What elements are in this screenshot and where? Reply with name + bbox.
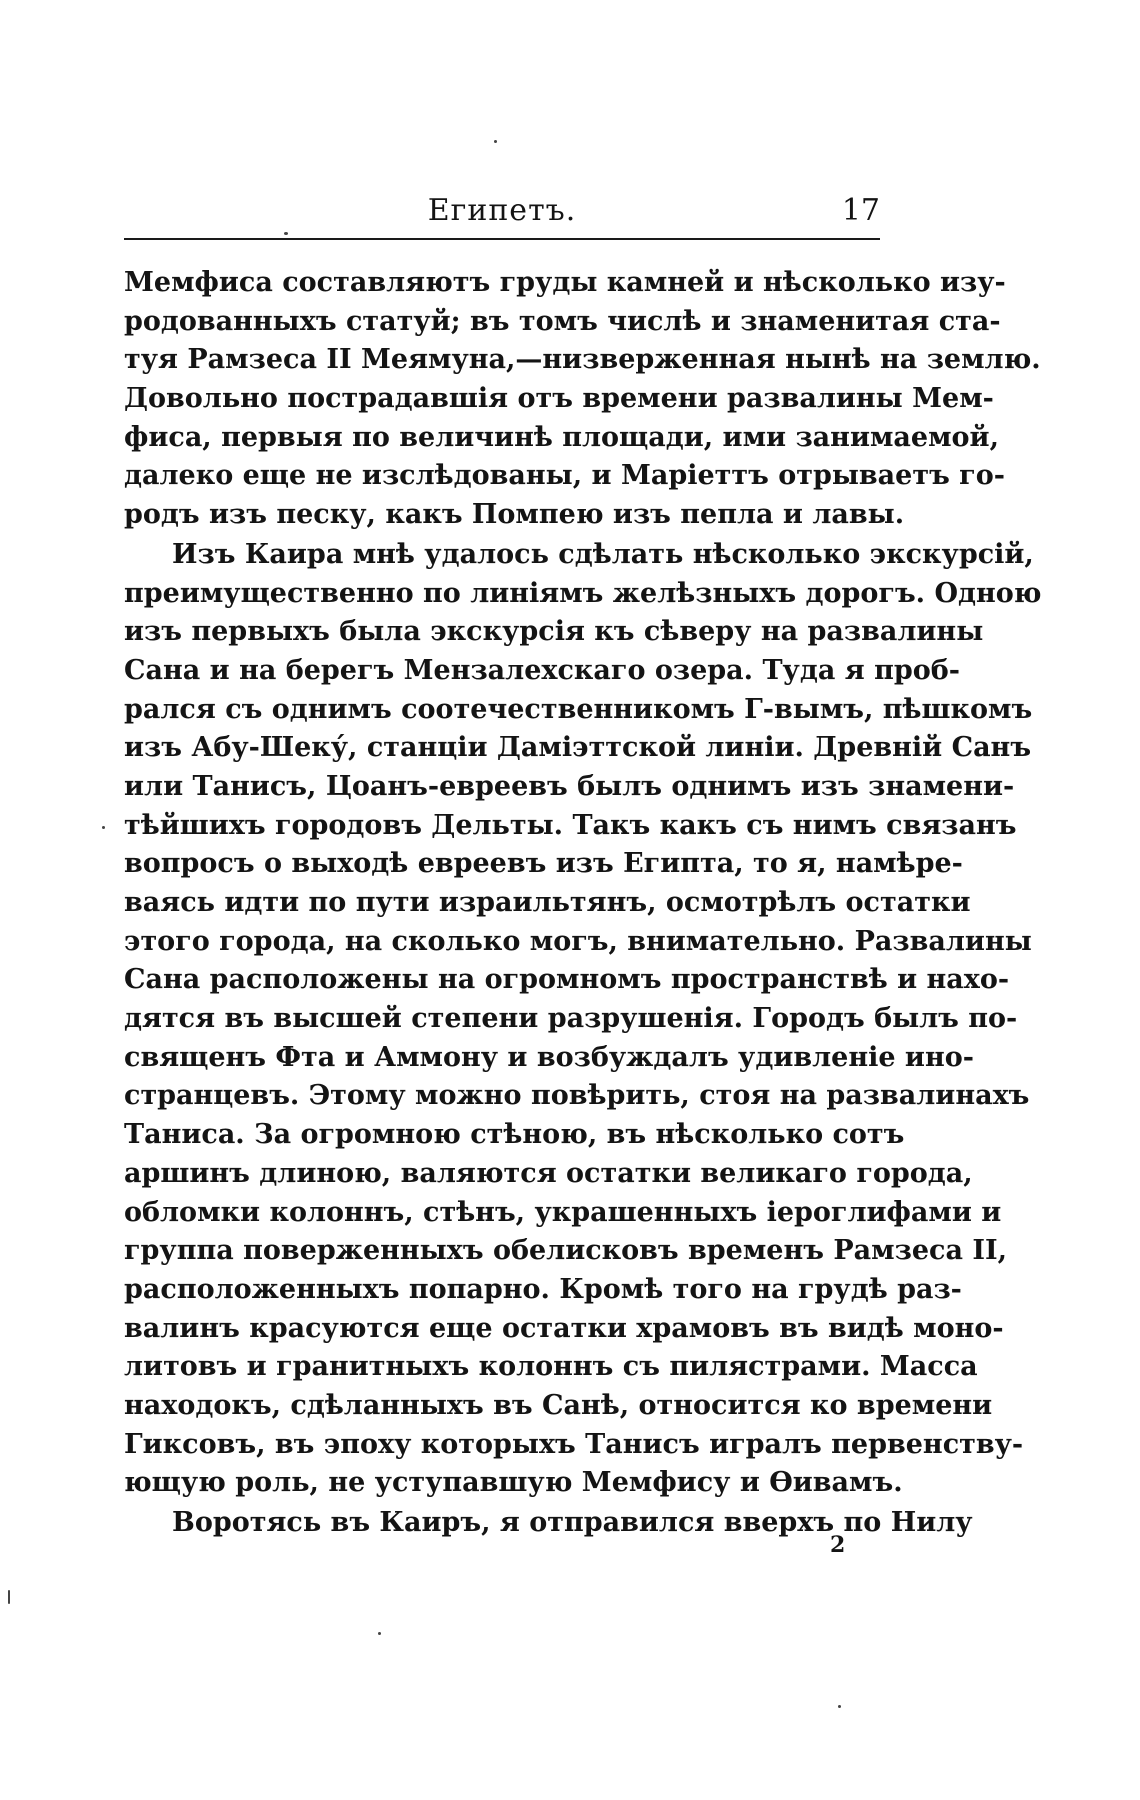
print-speck [8,1590,10,1604]
text-line: Сана расположены на огромномъ пространствѣ и нахо- [124,964,1010,996]
header-rule [124,238,880,240]
text-line: Гиксовъ, въ эпоху которыхъ Танисъ игралъ первенству- [124,1428,1024,1460]
signature-mark: 2 [830,1532,846,1558]
page-number: 17 [841,193,880,228]
running-head [124,186,880,236]
print-speck [494,140,497,143]
running-title: Египетъ. [427,193,577,228]
paragraph [124,536,1042,1503]
print-speck [284,232,288,235]
text-line: фиса, первыя по величинѣ площади, ими занимаемой, [124,421,999,453]
text-line: ющую роль, не уступавшую Мемфису и Ѳивамъ. [124,1467,903,1499]
text-line: валинъ красуются еще остатки храмовъ въ видѣ моно- [124,1312,1004,1344]
text-line: изъ первыхъ была экскурсія къ сѣверу на развалины [124,616,984,648]
text-line: далеко еще не изслѣдованы, и Маріеттъ отрываетъ го- [124,460,1005,492]
text-line: туя Рамзеса II Меямуна,—низверженная нынѣ на землю. [124,344,1041,376]
text-line: литовъ и гранитныхъ колоннъ съ пилястрами. Масса [124,1351,978,1383]
text-line: Мемфиса составляютъ груды камней и нѣсколько изу- [124,267,1006,298]
text-line: родованныхъ статуй; въ томъ числѣ и знаменитая ста- [124,305,1001,337]
text-line: обломки колоннъ, стѣнъ, украшенныхъ іероглифами и [124,1196,1002,1228]
text-line: дятся въ высшей степени разрушенія. Городъ былъ по- [124,1003,1018,1035]
text-line: Сана и на берегъ Мензалехскаго озера. Туда я проб- [124,654,960,686]
text-line: родъ изъ песку, какъ Помпею изъ пепла и лавы. [124,499,905,531]
text-line: находокъ, сдѣланныхъ въ Санѣ, относится ко времени [124,1389,993,1421]
text-line: Таниса. За огромною стѣною, въ нѣсколько сотъ [124,1119,905,1151]
text-line: Воротясь въ Каиръ, я отправился вверхъ по Нилу [172,1507,973,1538]
text-line: вопросъ о выходѣ евреевъ изъ Египта, то я, намѣре- [124,848,963,880]
text-line: тѣйшихъ городовъ Дельты. Такъ какъ съ нимъ связанъ [124,809,1017,841]
text-line: преимущественно по линіямъ желѣзныхъ дорогъ. Одною [124,577,1042,609]
text-line: странцевъ. Этому можно повѣрить, стоя на развалинахъ [124,1080,1030,1112]
text-line: рался съ однимъ соотечественникомъ Г-вымъ, пѣшкомъ [124,693,1033,725]
text-line: этого города, на сколько могъ, внимательно. Развалины [124,925,1032,957]
text-line: изъ Абу-Шеку́, станціи Даміэттской линіи. Древній Санъ [124,732,1032,764]
text-line: Изъ Каира мнѣ удалось сдѣлать нѣсколько экскурсій, [172,538,1034,570]
text-line: расположенныхъ попарно. Кромѣ того на грудѣ раз- [124,1273,962,1305]
print-speck [102,826,105,829]
text-line: группа поверженныхъ обелисковъ временъ Рамзеса II, [124,1235,1008,1267]
text-line: ваясь идти по пути израильтянъ, осмотрѣлъ остатки [124,887,971,918]
text-line: Довольно пострадавшія отъ времени развалины Мем- [124,383,994,415]
paragraph [124,264,1041,535]
paragraph [124,1504,973,1543]
text-line: священъ Фта и Аммону и возбуждалъ удивленіе ино- [124,1041,974,1073]
print-speck [378,1632,381,1635]
print-speck [838,1705,841,1708]
text-line: аршинъ длиною, валяются остатки великаго города, [124,1157,973,1189]
text-line: или Танисъ, Цоанъ-евреевъ былъ однимъ изъ знамени- [124,770,1015,802]
body-text [124,264,1042,1543]
